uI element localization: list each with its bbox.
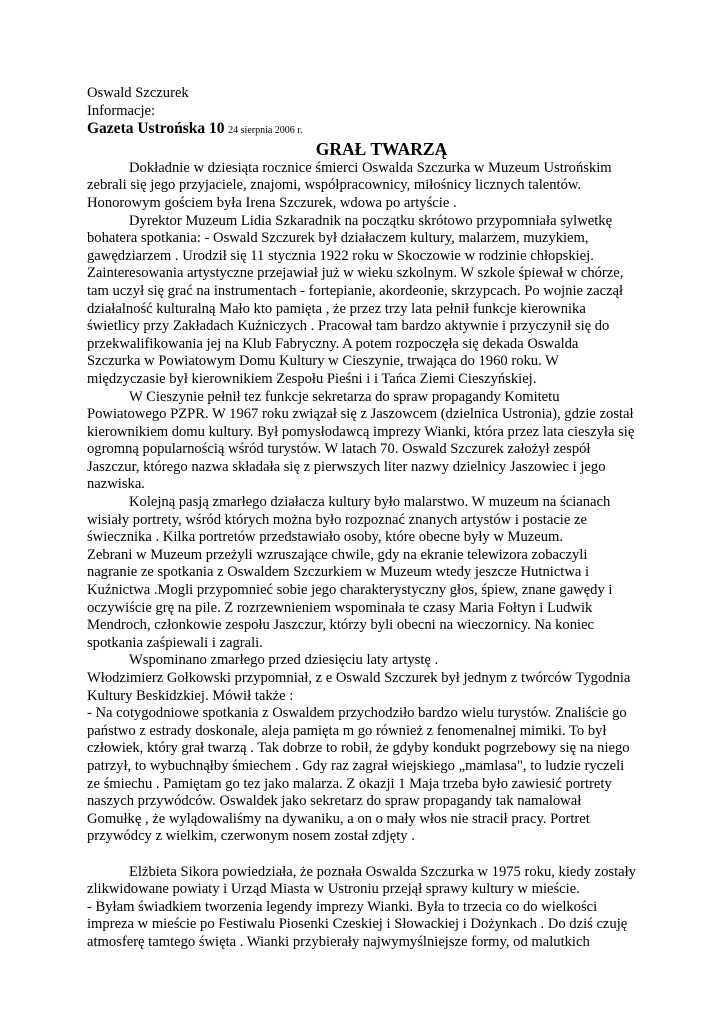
text-line: Dyrektor Muzeum Lidia Szkaradnik na początku skrótowo przypomniała sylwetkę [129, 212, 613, 229]
source-date: 24 sierpnia 2006 r. [228, 125, 303, 137]
text-line: ze śmiechu . Pamiętam go tez jako malarza. Z okazji 1 Maja trzeba było zawiesić portrety [87, 775, 612, 792]
text-line: Gomułkę , że wylądowaliśmy na dywaniku, a on o mały włos nie stracił pracy. Portret [87, 810, 590, 827]
source-line [87, 120, 662, 140]
text-line: międzyczasie był kierownikiem Zespołu Pieśni i i Tańca Ziemi Cieszyńskiej. [87, 370, 537, 387]
text-line: tam uczył się grać na instrumentach - fortepianie, akordeonie, skrzypcach. Po wojnie zaczął [87, 282, 624, 299]
article-paragraph [87, 389, 662, 495]
article-paragraph [87, 213, 662, 389]
article-paragraph [87, 864, 662, 899]
text-line: Wspominano zmarłego przed dziesięciu laty artystę . [129, 652, 439, 669]
text-line: nazwiska. [87, 476, 145, 493]
text-line: - Na cotygodniowe spotkania z Oswaldem przychodziło bardzo wielu turystów. Znaliście go [87, 705, 627, 722]
text-line: Zainteresowania artystyczne przejawiał już w wieku szkolnym. W szkole śpiewał w chórze, [87, 265, 624, 282]
document-content [87, 85, 662, 952]
text-line: świetlicy przy Zakładach Kuźniczych . Pracował tam bardzo aktywnie i przyczynił się do [87, 318, 610, 335]
article-paragraph [87, 705, 662, 846]
text-line: gawędziarzem . Urodził się 11 stycznia 1922 roku w Skoczowie w rodzinie chłopskiej. [87, 247, 594, 264]
text-line: bohatera spotkania: - Oswald Szczurek był działaczem kultury, malarzem, muzykiem, [87, 230, 589, 247]
text-line: świecznika . Kilka portretów przedstawiało osoby, które obecne były w Muzeum. [87, 529, 564, 546]
text-line: Szczurka w Powiatowym Domu Kultury w Cieszynie, trwająca do 1960 roku. W [87, 353, 559, 370]
text-line: Jaszczur, którego nazwa składała się z pierwszych liter nazwy dzielnicy Jaszowiec i jego [87, 458, 606, 475]
text-line: Zebrani w Muzeum przeżyli wzruszające chwile, gdy na ekranie telewizora zobaczyli [87, 546, 588, 563]
text-line: spotkania zaśpiewali i zagrali. [87, 634, 263, 651]
text-line: Kuźnictwa .Mogli przypomnieć sobie jego charakterystyczny głos, śpiew, znane gawędy i [87, 582, 613, 599]
text-line: działalność kulturalną Mało kto pamięta , że przez trzy lata pełnił funkcje kierownika [87, 300, 586, 317]
article-paragraph [87, 160, 662, 213]
article-body [87, 160, 662, 952]
text-line: państwo z estrady doskonale, aleja pamięta m go również z fenomenalnej mimiki. To był [87, 722, 607, 739]
article-paragraph [87, 899, 662, 952]
text-line: Dokładnie w dziesiąta rocznice śmierci Oswalda Szczurka w Muzeum Ustrońskim [129, 159, 612, 176]
text-line: Włodzimierz Gołkowski przypomniał, z e Oswald Szczurek był jednym z twórców Tygodnia [87, 670, 631, 686]
text-line: przekwalifikowania jej na Klub Fabryczny. A potem rozpoczęła się dekada Oswalda [87, 335, 579, 352]
text-line: Kultury Beskidzkiej. Mówił także : [87, 687, 294, 704]
text-line: zlikwidowane powiaty i Urząd Miasta w Ustroniu przejął sprawy kultury w mieście. [87, 881, 580, 898]
paragraph-gap [87, 846, 662, 864]
text-line: naszych przywódców. Oswaldek jako sekretarz do spraw propagandy tak namalował [87, 793, 582, 810]
text-line: Mendroch, członkowie zespołu Jaszczur, którzy byli obecni na wieczornicy. Na koniec [87, 617, 595, 634]
text-line: patrzył, to wybuchnąłby śmiechem . Gdy raz zagrał wiejskiego „mamlasa", to ludzie ryczeli [87, 757, 625, 774]
text-line: człowiek, który grał twarzą . Tak dobrze to robił, że gdyby kondukt pogrzebowy się na niego [87, 740, 630, 757]
text-line: ogromną popularnością wśród turystów. W latach 70. Oswald Szczurek założył zespół [87, 441, 591, 458]
author-name: Oswald Szczurek [87, 85, 189, 101]
text-line: W Cieszynie pełnił tez funkcje sekretarza do spraw propagandy Komitetu [129, 388, 560, 405]
text-line: Powiatowego PZPR. W 1967 roku związał się z Jaszowcem (dzielnica Ustronia), gdzie został [87, 406, 634, 423]
article-paragraph [87, 670, 662, 705]
text-line: wisiały portrety, wśród których można było rozpoznać znanych artystów i postacie ze [87, 511, 587, 528]
text-line: przywódcy z wielkim, czerwonym nosem został zdjęty . [87, 828, 415, 845]
article-title: GRAŁ TWARZĄ [315, 138, 448, 159]
text-line: impreza w mieście po Festiwalu Piosenki Czeskiej i Słowackiej i Dożynkach . Do dziś czuję [87, 916, 628, 933]
info-label: Informacje: [87, 102, 156, 119]
text-line: Honorowym gościem była Irena Szczurek, wdowa po artyście . [87, 194, 457, 211]
text-line: zebrali się jego przyjaciele, znajomi, współpracownicy, miłośnicy licznych talentów. [87, 177, 582, 194]
text-line: oczywiście grę na pile. Z rozrzewnieniem wspominała te czasy Maria Fołtyn i Ludwik [87, 599, 593, 616]
text-line: nagranie ze spotkania z Oswaldem Szczurkiem w Muzeum wtedy jeszcze Hutnictwa i [87, 564, 590, 581]
article-paragraph [87, 547, 662, 653]
text-line: Elżbieta Sikora powiedziała, że poznała Oswalda Szczurka w 1975 roku, kiedy zostały [129, 863, 636, 880]
text-line: atmosferę tamtego święta . Wianki przybierały najwymyślniejsze formy, od malutkich [87, 933, 590, 950]
article-paragraph [87, 494, 662, 547]
article-paragraph [87, 652, 662, 670]
text-line: - Byłam świadkiem tworzenia legendy imprezy Wianki. Była to trzecia co do wielkości [87, 898, 598, 915]
text-line: Kolejną pasją zmarłego działacza kultury było malarstwo. W muzeum na ścianach [129, 494, 611, 511]
text-line: kierownikiem domu kultury. Był pomysłodawcą imprezy Wianki, która przez lata cieszyła się [87, 423, 635, 440]
source-name: Gazeta Ustrońska 10 [87, 120, 225, 138]
